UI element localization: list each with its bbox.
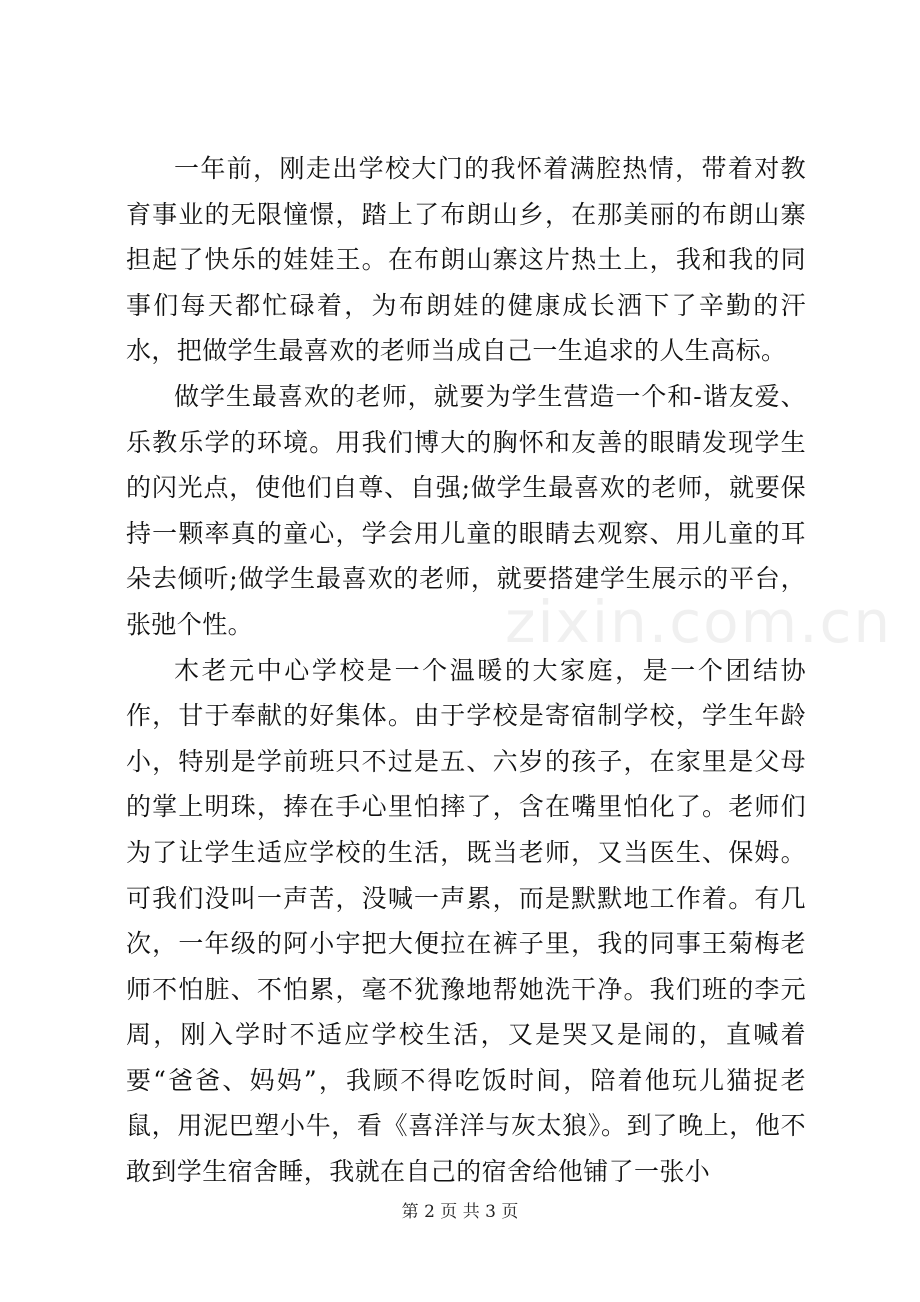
watermark: zixin.com.cn (505, 588, 893, 656)
page-footer: 第 2 页 共 3 页 (401, 1202, 519, 1222)
document-body (126, 146, 806, 1195)
paragraph-1: 一年前，刚走出学校大门的我怀着满腔热情，带着对教育事业的无限憧憬，踏上了布朗山乡，在那美丽的布朗山寨担起了快乐的娃娃王。在布朗山寨这片热土上，我和我的同事们每天都忙碌着，为布朗娃的健康成长洒下了辛勤的汗水，把做学生最喜欢的老师当成自己一生追求的人生高标。 (126, 154, 806, 366)
paragraph-3: 木老元中心学校是一个温暖的大家庭，是一个团结协作，甘于奉献的好集体。由于学校是寄宿制学校，学生年龄小，特别是学前班只不过是五、六岁的孩子，在家里是父母的掌上明珠，捧在手心里怕摔了，含在嘴里怕化了。老师们为了让学生适应学校的生活，既当老师，又当医生、保姆。可我们没叫一声苦，没喊一声累，而是默默地工作着。有几次，一年级的阿小宇把大便拉在裤子里，我的同事王菊梅老师不怕脏、不怕累，毫不犹豫地帮她洗干净。我们班的李元周，刚入学时不适应学校生活，又是哭又是闹的，直喊着要“爸爸、妈妈”，我顾不得吃饭时间，陪着他玩儿猫捉老鼠，用泥巴塑小牛，看《喜洋洋与灰太狼》。到了晚上，他不敢到学生宿舍睡，我就在自己的宿舍给他铺了一张小 (126, 655, 806, 1187)
paragraph-2: 做学生最喜欢的老师，就要为学生营造一个和-谐友爱、乐教乐学的环境。用我们博大的胸怀和友善的眼睛发现学生的闪光点，使他们自尊、自强;做学生最喜欢的老师，就要保持一颗率真的童心，学会用儿童的眼睛去观察、用儿童的耳朵去倾听;做学生最喜欢的老师，就要搭建学生展示的平台，张弛个性。 (126, 381, 806, 639)
